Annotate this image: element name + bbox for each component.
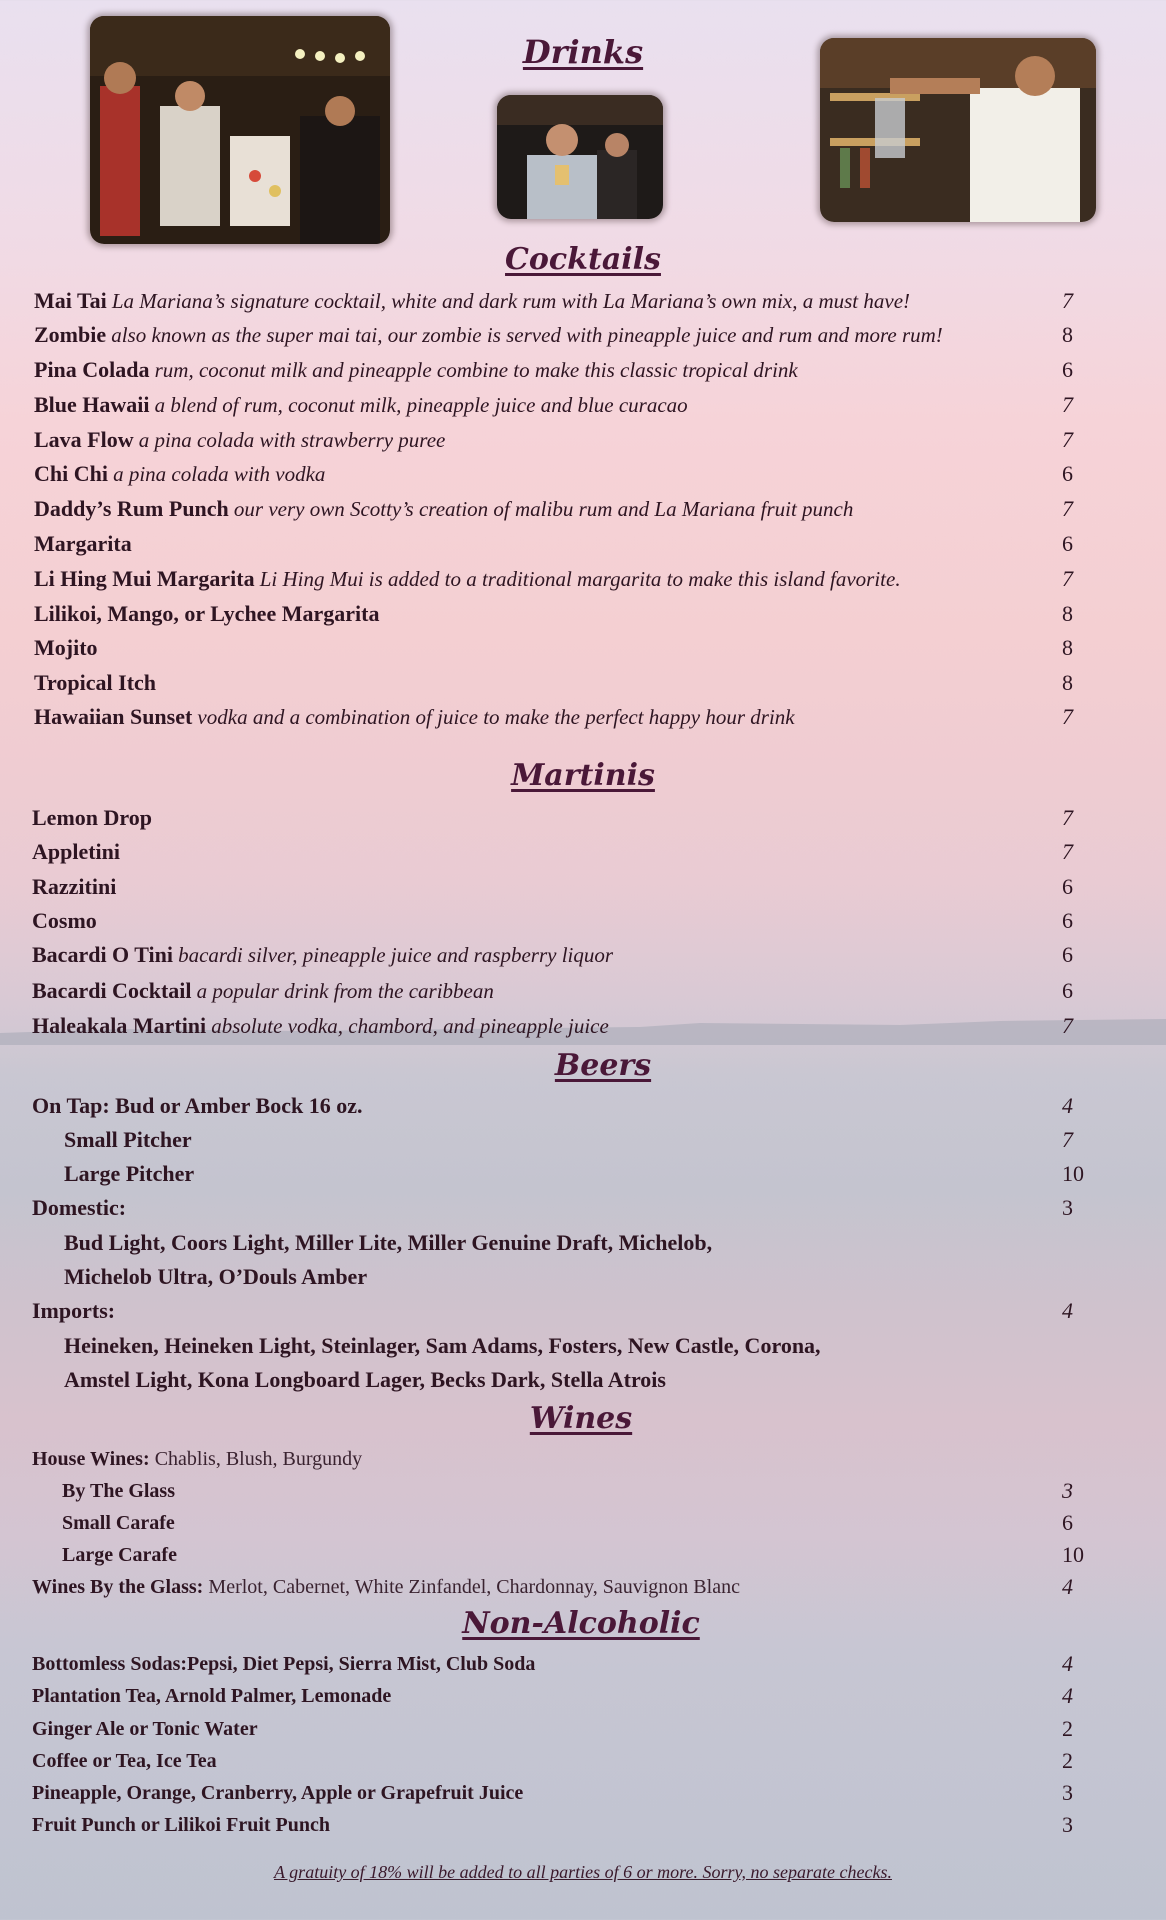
item-name: Imports: — [32, 1298, 116, 1323]
item-desc: a blend of rum, coconut milk, pineapple juice and blue curacao — [154, 393, 688, 417]
item-desc: a pina colada with strawberry puree — [138, 428, 446, 452]
item-name: Zombie — [34, 322, 107, 347]
list-item — [32, 1679, 1082, 1713]
list-item — [32, 801, 1082, 835]
list-item — [32, 974, 1082, 1008]
item-price: 6 — [1062, 461, 1073, 486]
item-name: Hawaiian Sunset — [34, 704, 193, 729]
item-desc: Chablis, Blush, Burgundy — [154, 1448, 363, 1470]
item-desc: Li Hing Mui is added to a traditional margarita to make this island favorite. — [259, 567, 901, 591]
item-desc: a popular drink from the caribbean — [196, 979, 494, 1003]
item-price: 7 — [1062, 566, 1073, 591]
item-price: 2 — [1062, 1716, 1073, 1741]
list-item — [32, 870, 1082, 904]
item-price: 4 — [1062, 1651, 1073, 1676]
item-name: Cosmo — [32, 908, 97, 933]
list-item — [34, 423, 1084, 457]
item-desc: Merlot, Cabernet, White Zinfandel, Chardonnay, Sauvignon Blanc — [208, 1576, 740, 1598]
list-item — [34, 666, 1084, 700]
item-name: Haleakala Martini — [32, 1013, 207, 1038]
item-name: Lava Flow — [34, 427, 134, 452]
list-item — [64, 1260, 1114, 1294]
list-item — [34, 527, 1084, 561]
item-price: 3 — [1062, 1478, 1073, 1503]
item-price: 7 — [1062, 496, 1073, 521]
item-name: Small Carafe — [62, 1512, 175, 1534]
item-desc: La Mariana’s signature cocktail, white and dark rum with La Mariana’s own mix, a must have! — [111, 289, 911, 313]
list-item — [34, 353, 1084, 387]
list-item — [34, 700, 1084, 734]
item-name: Mai Tai — [34, 288, 107, 313]
item-desc: a pina colada with vodka — [113, 462, 326, 486]
page-title: Drinks — [522, 33, 644, 71]
item-name: Bacardi Cocktail — [32, 978, 192, 1003]
item-price: 4 — [1062, 1298, 1073, 1323]
item-desc: vodka and a combination of juice to make the perfect happy hour drink — [197, 705, 795, 729]
list-item — [32, 1294, 1082, 1328]
item-price: 6 — [1062, 908, 1073, 933]
item-name: Lemon Drop — [32, 805, 152, 830]
item-name: Large Carafe — [62, 1544, 177, 1566]
item-price: 8 — [1062, 601, 1073, 626]
item-price: 6 — [1062, 942, 1073, 967]
item-desc: rum, coconut milk and pineapple combine to make this classic tropical drink — [154, 358, 798, 382]
item-price: 6 — [1062, 357, 1073, 382]
item-name: On Tap: Bud or Amber Bock 16 oz. — [32, 1093, 363, 1118]
domestic-list: Bud Light, Coors Light, Miller Lite, Miller Genuine Draft, Michelob, — [64, 1230, 713, 1255]
section-martinis: Martinis — [511, 758, 655, 793]
list-item — [62, 1506, 1112, 1540]
item-price: 7 — [1062, 427, 1073, 452]
list-item — [32, 1191, 1082, 1225]
item-name: Bacardi O Tini — [32, 942, 174, 967]
imports-list: Heineken, Heineken Light, Steinlager, Sam Adams, Fosters, New Castle, Corona, — [64, 1333, 821, 1358]
item-name: By The Glass — [62, 1480, 175, 1502]
item-price: 7 — [1062, 839, 1073, 864]
item-price: 7 — [1062, 704, 1073, 729]
item-name: Mojito — [34, 635, 98, 660]
item-name: Margarita — [34, 531, 132, 556]
list-item — [34, 388, 1084, 422]
item-price: 7 — [1062, 1127, 1073, 1152]
item-name: Ginger Ale or Tonic Water — [32, 1718, 258, 1740]
item-price: 8 — [1062, 635, 1073, 660]
item-price: 7 — [1062, 392, 1073, 417]
item-name: Pina Colada — [34, 357, 150, 382]
item-price: 10 — [1062, 1161, 1084, 1186]
item-price: 8 — [1062, 670, 1073, 695]
list-item — [34, 457, 1084, 491]
item-price: 7 — [1062, 1013, 1073, 1038]
section-beers: Beers — [554, 1048, 652, 1083]
list-item — [32, 1712, 1082, 1746]
imports-list: Amstel Light, Kona Longboard Lager, Becks Dark, Stella Atrois — [64, 1367, 666, 1392]
section-non-alcoholic: Non-Alcoholic — [462, 1606, 700, 1641]
item-price: 7 — [1062, 805, 1073, 830]
item-price: 2 — [1062, 1748, 1073, 1773]
list-item — [32, 835, 1082, 869]
list-item — [64, 1226, 1114, 1260]
item-desc: absolute vodka, chambord, and pineapple juice — [211, 1014, 609, 1038]
item-price: 10 — [1062, 1542, 1084, 1567]
gratuity-note: A gratuity of 18% will be added to all parties of 6 or more. Sorry, no separate checks. — [274, 1862, 892, 1882]
list-item — [32, 1089, 1082, 1123]
item-name: House Wines: — [32, 1448, 150, 1470]
item-name: Small Pitcher — [64, 1127, 192, 1152]
list-item — [32, 1009, 1082, 1043]
list-item — [32, 938, 1082, 972]
item-name: Domestic: — [32, 1195, 127, 1220]
item-price: 6 — [1062, 978, 1073, 1003]
list-item — [34, 284, 1084, 318]
item-name: Appletini — [32, 839, 121, 864]
item-name: Blue Hawaii — [34, 392, 150, 417]
item-name: Fruit Punch or Lilikoi Fruit Punch — [32, 1814, 330, 1836]
item-price: 3 — [1062, 1812, 1073, 1837]
list-item — [64, 1157, 1114, 1191]
item-name: Plantation Tea, Arnold Palmer, Lemonade — [32, 1685, 392, 1707]
item-desc: bacardi silver, pineapple juice and raspberry liquor — [178, 943, 614, 967]
list-item — [34, 562, 1084, 596]
item-name: Wines By the Glass: — [32, 1576, 204, 1598]
list-item — [32, 1442, 1082, 1476]
item-name: Pineapple, Orange, Cranberry, Apple or Grapefruit Juice — [32, 1782, 524, 1804]
section-wines: Wines — [529, 1401, 633, 1436]
item-price: 8 — [1062, 322, 1073, 347]
item-price: 6 — [1062, 874, 1073, 899]
list-item — [32, 1744, 1082, 1778]
item-name: Lilikoi, Mango, or Lychee Margarita — [34, 601, 380, 626]
list-item — [34, 318, 1084, 352]
item-name: Large Pitcher — [64, 1161, 195, 1186]
item-name: Tropical Itch — [34, 670, 157, 695]
item-name: Daddy’s Rum Punch — [34, 496, 229, 521]
list-item — [34, 492, 1084, 526]
item-price: 4 — [1062, 1683, 1073, 1708]
item-name: Bottomless Sodas:Pepsi, Diet Pepsi, Sierra Mist, Club Soda — [32, 1653, 536, 1675]
list-item — [62, 1538, 1112, 1572]
list-item — [32, 904, 1082, 938]
list-item — [64, 1363, 1114, 1397]
item-price: 7 — [1062, 288, 1073, 313]
item-price: 4 — [1062, 1093, 1073, 1118]
list-item — [62, 1474, 1112, 1508]
item-desc: our very own Scotty’s creation of malibu rum and La Mariana fruit punch — [233, 497, 854, 521]
list-item — [34, 631, 1084, 665]
item-name: Coffee or Tea, Ice Tea — [32, 1750, 217, 1772]
list-item — [32, 1570, 1082, 1604]
list-item — [34, 597, 1084, 631]
item-name: Li Hing Mui Margarita — [34, 566, 255, 591]
list-item — [32, 1808, 1082, 1842]
item-price: 3 — [1062, 1195, 1073, 1220]
item-name: Chi Chi — [34, 461, 108, 486]
domestic-list: Michelob Ultra, O’Douls Amber — [64, 1264, 368, 1289]
section-cocktails: Cocktails — [505, 242, 661, 277]
couple-photo — [497, 95, 663, 219]
item-price: 4 — [1062, 1574, 1073, 1599]
item-name: Razzitini — [32, 874, 117, 899]
item-price: 6 — [1062, 1510, 1073, 1535]
item-price: 3 — [1062, 1780, 1073, 1805]
item-desc: also known as the super mai tai, our zombie is served with pineapple juice and rum and more rum! — [111, 323, 943, 347]
list-item — [64, 1329, 1114, 1363]
list-item — [64, 1123, 1114, 1157]
bartender-photo — [820, 38, 1096, 222]
list-item — [32, 1776, 1082, 1810]
item-price: 6 — [1062, 531, 1073, 556]
list-item — [32, 1647, 1082, 1681]
